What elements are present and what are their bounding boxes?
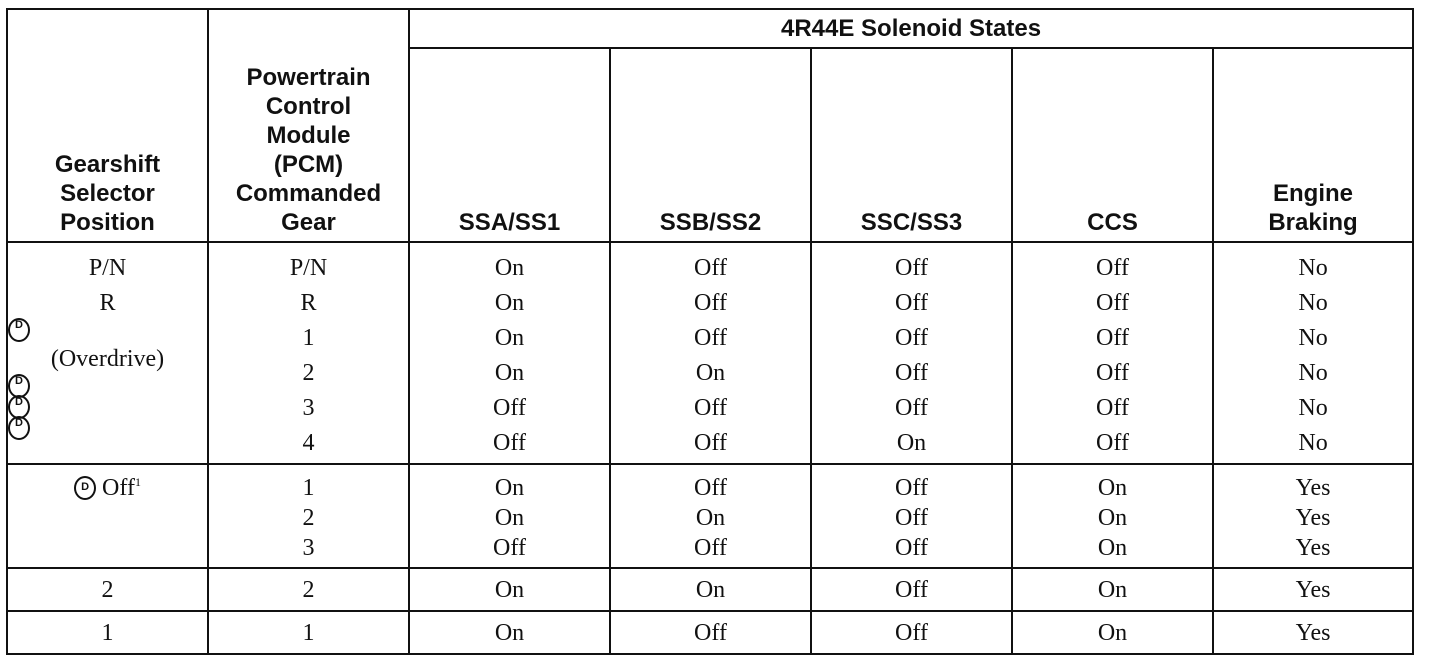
circled-d-icon: D xyxy=(8,374,30,398)
ssa-ss1-value: On xyxy=(409,568,610,611)
table-row-selector-2 xyxy=(7,568,1413,611)
ccs-cell: On On On xyxy=(1012,464,1213,568)
table-row-selector-1 xyxy=(7,611,1413,654)
header-ccs: CCS xyxy=(1012,48,1213,242)
header-gearshift-selector-position: Gearshift Selector Position xyxy=(7,9,208,242)
selector-position: D Off$^1$ xyxy=(74,475,141,501)
engine-braking-cell: No No No No No No xyxy=(1213,242,1413,464)
circled-d-icon: D xyxy=(8,416,30,440)
ssc-ss3-cell: Off Off Off Off Off On xyxy=(811,242,1012,464)
table-row-group-drive-modes xyxy=(7,242,1413,464)
ssa-ss1-cell: On On On On Off Off xyxy=(409,242,610,464)
ssc-ss3-value: Off xyxy=(811,611,1012,654)
ccs-value: On xyxy=(1012,568,1213,611)
selector-position: R xyxy=(99,290,116,316)
circled-d-icon: D xyxy=(74,476,96,500)
table-row-group-overdrive-off xyxy=(7,464,1413,568)
header-ssc-ss3: SSC/SS3 xyxy=(811,48,1012,242)
header-pcm-commanded-gear: Powertrain Control Module (PCM) Commanded Gear xyxy=(208,9,409,242)
selector-position: 1 xyxy=(7,611,208,654)
engine-braking-value: Yes xyxy=(1213,568,1413,611)
selector-position: 2 xyxy=(7,568,208,611)
commanded-gear: 2 xyxy=(208,568,409,611)
commanded-gear-cell: P/N R 1 2 3 4 xyxy=(208,242,409,464)
ssb-ss2-value: Off xyxy=(610,611,811,654)
header-engine-braking: Engine Braking xyxy=(1213,48,1413,242)
ssc-ss3-cell: Off Off Off xyxy=(811,464,1012,568)
header-solenoid-states-group: 4R44E Solenoid States xyxy=(409,9,1413,48)
commanded-gear-cell: 1 2 3 xyxy=(208,464,409,568)
selector-position-cell xyxy=(7,242,208,464)
selector-position: P/N xyxy=(88,255,127,281)
header-ssb-ss2: SSB/SS2 xyxy=(610,48,811,242)
ccs-cell: Off Off Off Off Off Off xyxy=(1012,242,1213,464)
selector-position: D (Overdrive) xyxy=(8,318,207,377)
header-ssa-ss1: SSA/SS1 xyxy=(409,48,610,242)
ssa-ss1-value: On xyxy=(409,611,610,654)
ssb-ss2-cell: Off On Off xyxy=(610,464,811,568)
engine-braking-value: Yes xyxy=(1213,611,1413,654)
ssa-ss1-cell: On On Off xyxy=(409,464,610,568)
selector-position-cell xyxy=(7,464,208,568)
ssc-ss3-value: Off xyxy=(811,568,1012,611)
footnote-marker: 1 xyxy=(134,475,141,489)
commanded-gear: 1 xyxy=(208,611,409,654)
ssb-ss2-value: On xyxy=(610,568,811,611)
circled-d-icon: D xyxy=(8,395,30,419)
selector-position xyxy=(8,416,207,440)
engine-braking-cell: Yes Yes Yes xyxy=(1213,464,1413,568)
solenoid-states-table xyxy=(6,8,1414,655)
circled-d-icon: D xyxy=(8,318,30,342)
ccs-value: On xyxy=(1012,611,1213,654)
ssb-ss2-cell: Off Off Off On Off Off xyxy=(610,242,811,464)
